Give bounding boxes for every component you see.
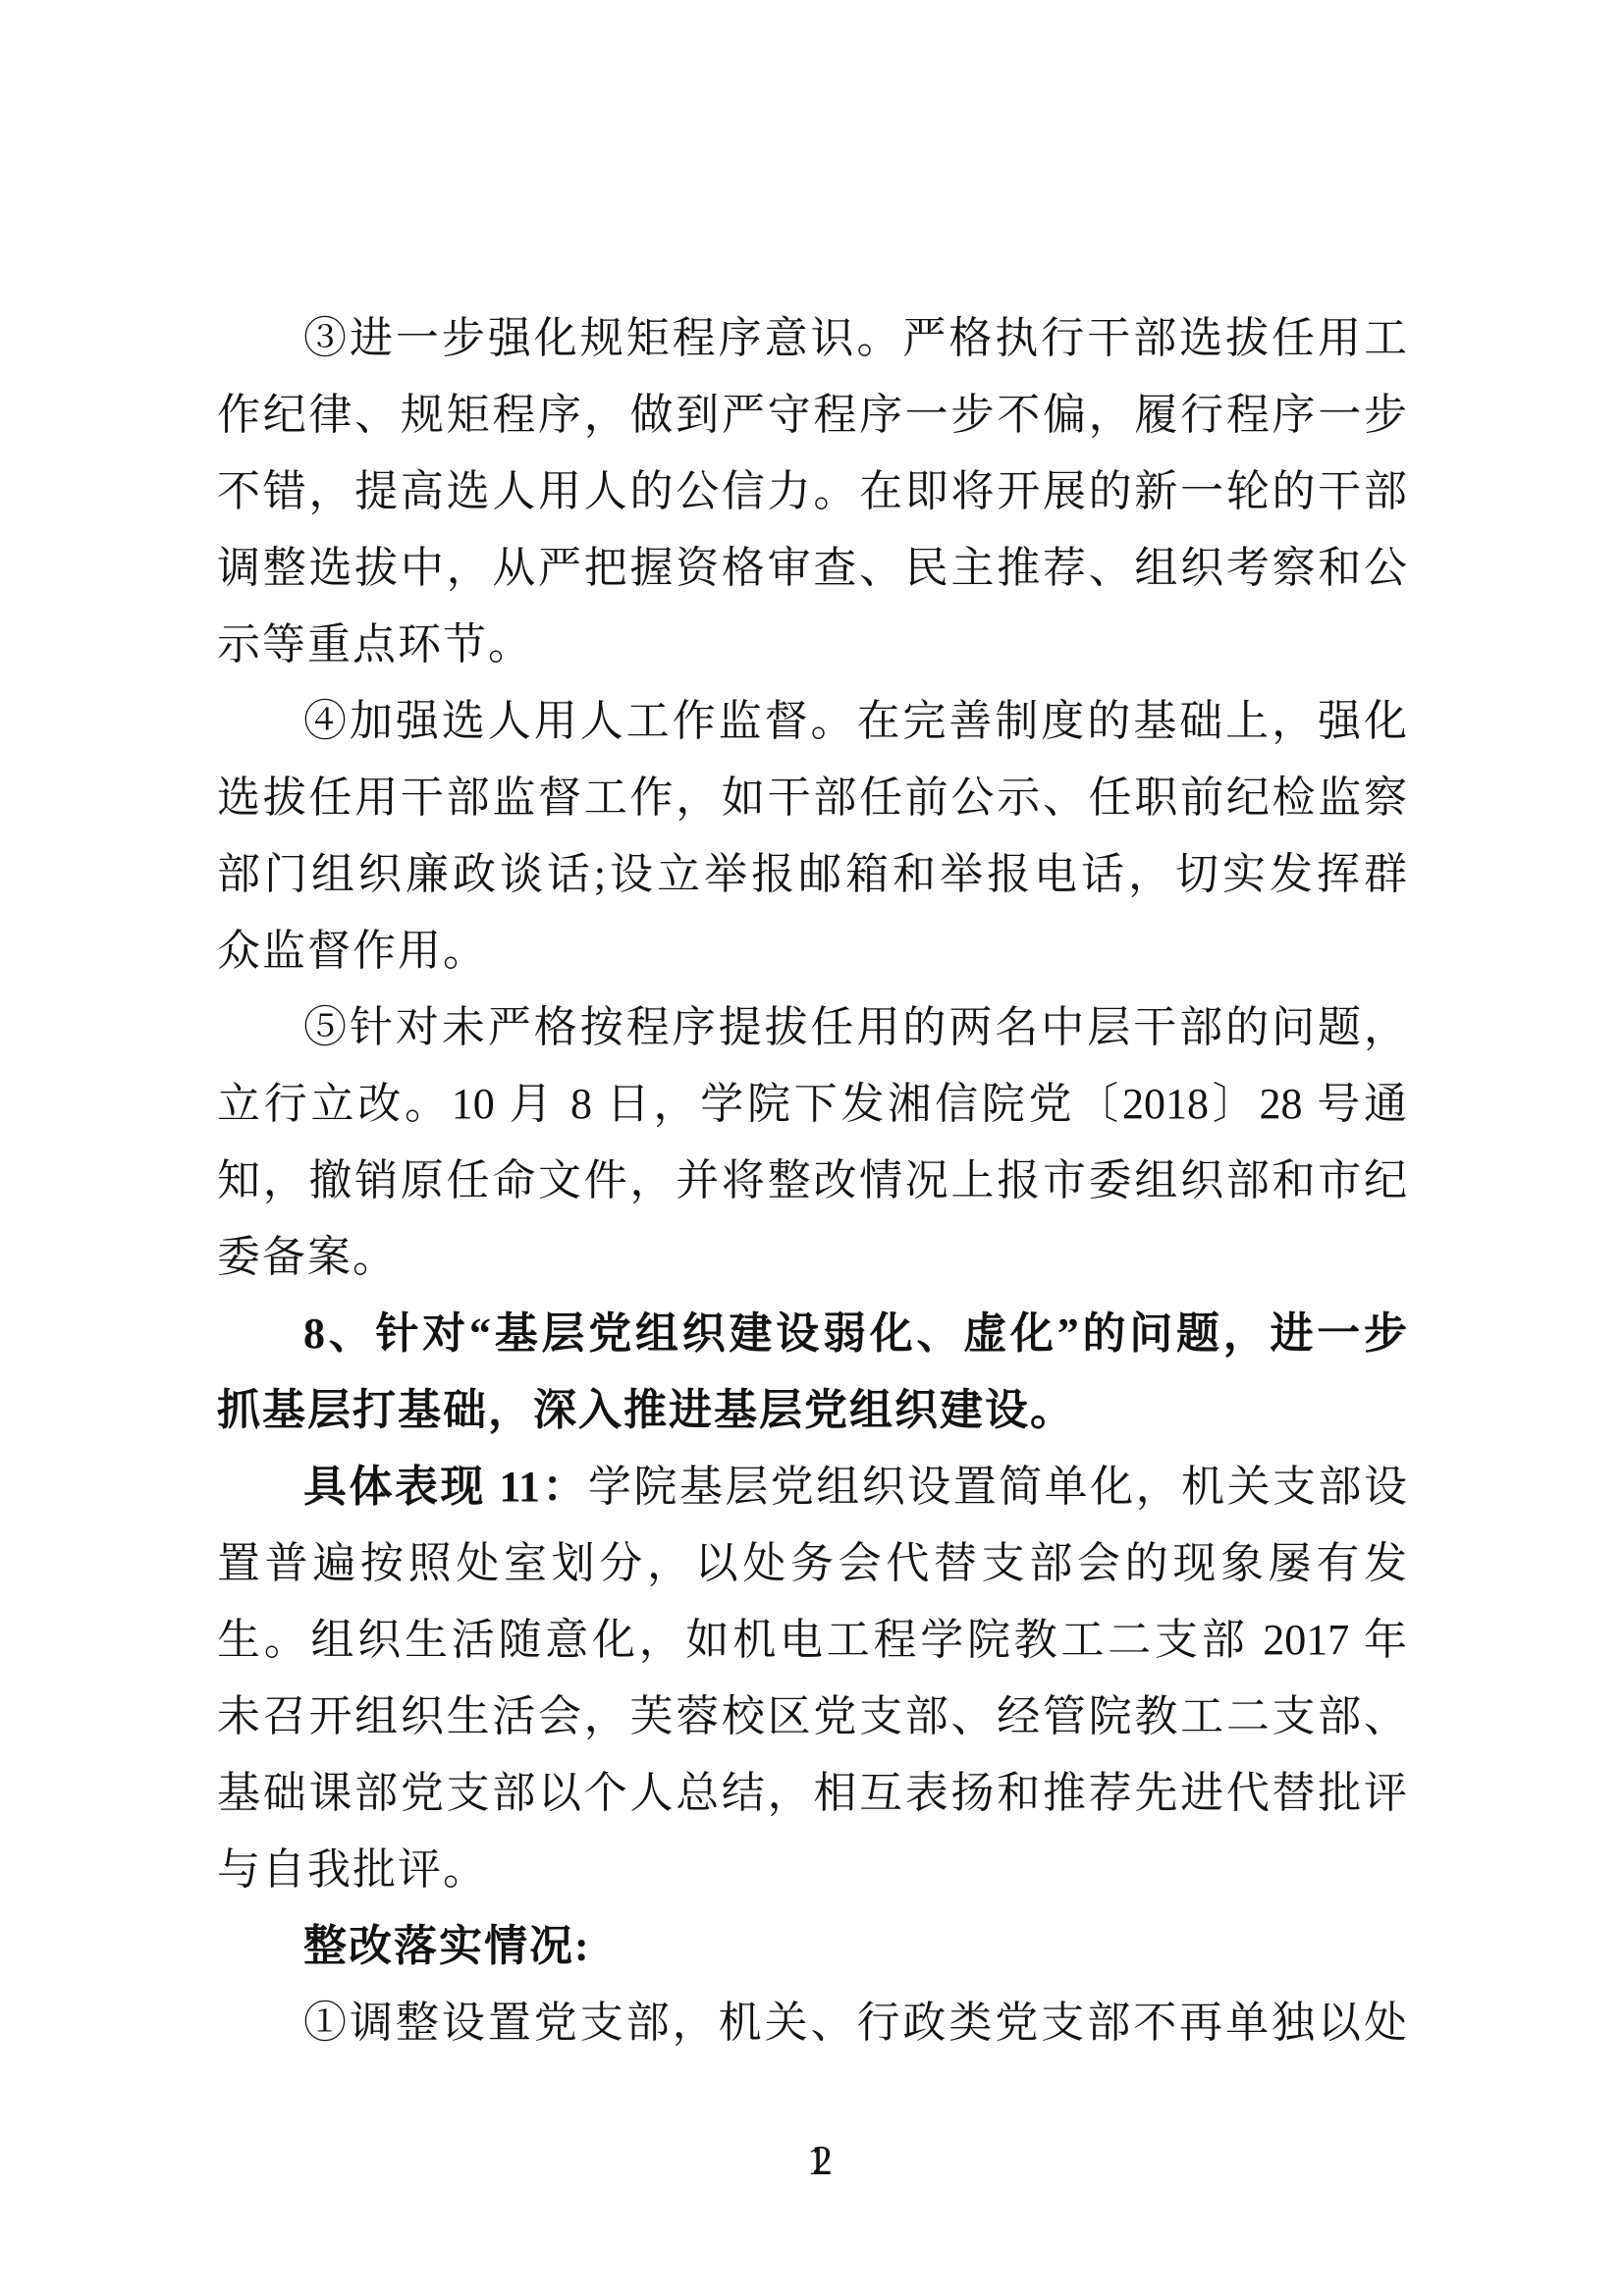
page-number	[0, 2132, 1624, 2191]
text-line: ⑤针对未严格按程序提拔任用的两名中层干部的问题，	[303, 1003, 1407, 1051]
text-line: 不错，提高选人用人的公信力。在即将开展的新一轮的干部	[217, 467, 1407, 515]
text-line: 示等重点环节。	[217, 620, 533, 668]
document-body	[217, 300, 1407, 2061]
text-line: 作纪律、规矩程序，做到严守程序一步不偏，履行程序一步	[217, 391, 1407, 439]
text-line: 部门组织廉政谈话;设立举报邮箱和举报电话，切实发挥群	[217, 850, 1407, 898]
inline-heading: 具体表现 11：	[303, 1463, 588, 1511]
text-line: ③进一步强化规矩程序意识。严格执行干部选拔任用工	[303, 314, 1407, 362]
text-line: 基础课部党支部以个人总结，相互表扬和推荐先进代替批评	[217, 1769, 1407, 1817]
text-line: 调整选拔中，从严把握资格审查、民主推荐、组织考察和公	[217, 544, 1407, 592]
text-run: 学院基层党组织设置简单化，机关支部设	[587, 1463, 1407, 1511]
subsection-heading-line: 整改落实情况:	[303, 1922, 591, 1970]
text-line: ④加强选人用人工作监督。在完善制度的基础上，强化	[303, 697, 1407, 745]
text-line: 选拔任用干部监督工作，如干部任前公示、任职前纪检监察	[217, 774, 1407, 822]
text-line: 置普遍按照处室划分，以处务会代替支部会的现象屡有发	[217, 1539, 1407, 1587]
text-line	[217, 1449, 1407, 1525]
text-line: 与自我批评。	[217, 1845, 488, 1894]
text-line: ①调整设置党支部，机关、行政类党支部不再单独以处	[303, 1999, 1407, 2047]
section-heading-line: 抓基层打基础，深入推进基层党组织建设。	[217, 1386, 1075, 1434]
text-line: 知，撤销原任命文件，并将整改情况上报市委组织部和市纪	[217, 1156, 1407, 1204]
section-heading-line: 8、针对“基层党组织建设弱化、虚化”的问题，进一步	[303, 1309, 1407, 1358]
text-line: 未召开组织生活会，芙蓉校区党支部、经管院教工二支部、	[217, 1692, 1407, 1740]
text-line: 众监督作用。	[217, 927, 488, 975]
text-line: 委备案。	[217, 1233, 398, 1281]
text-line: 立行立改。10 月 8 日，学院下发湘信院党〔2018〕28 号通	[217, 1080, 1407, 1128]
text-line: 生。组织生活随意化，如机电工程学院教工二支部 2017 年	[217, 1616, 1407, 1664]
